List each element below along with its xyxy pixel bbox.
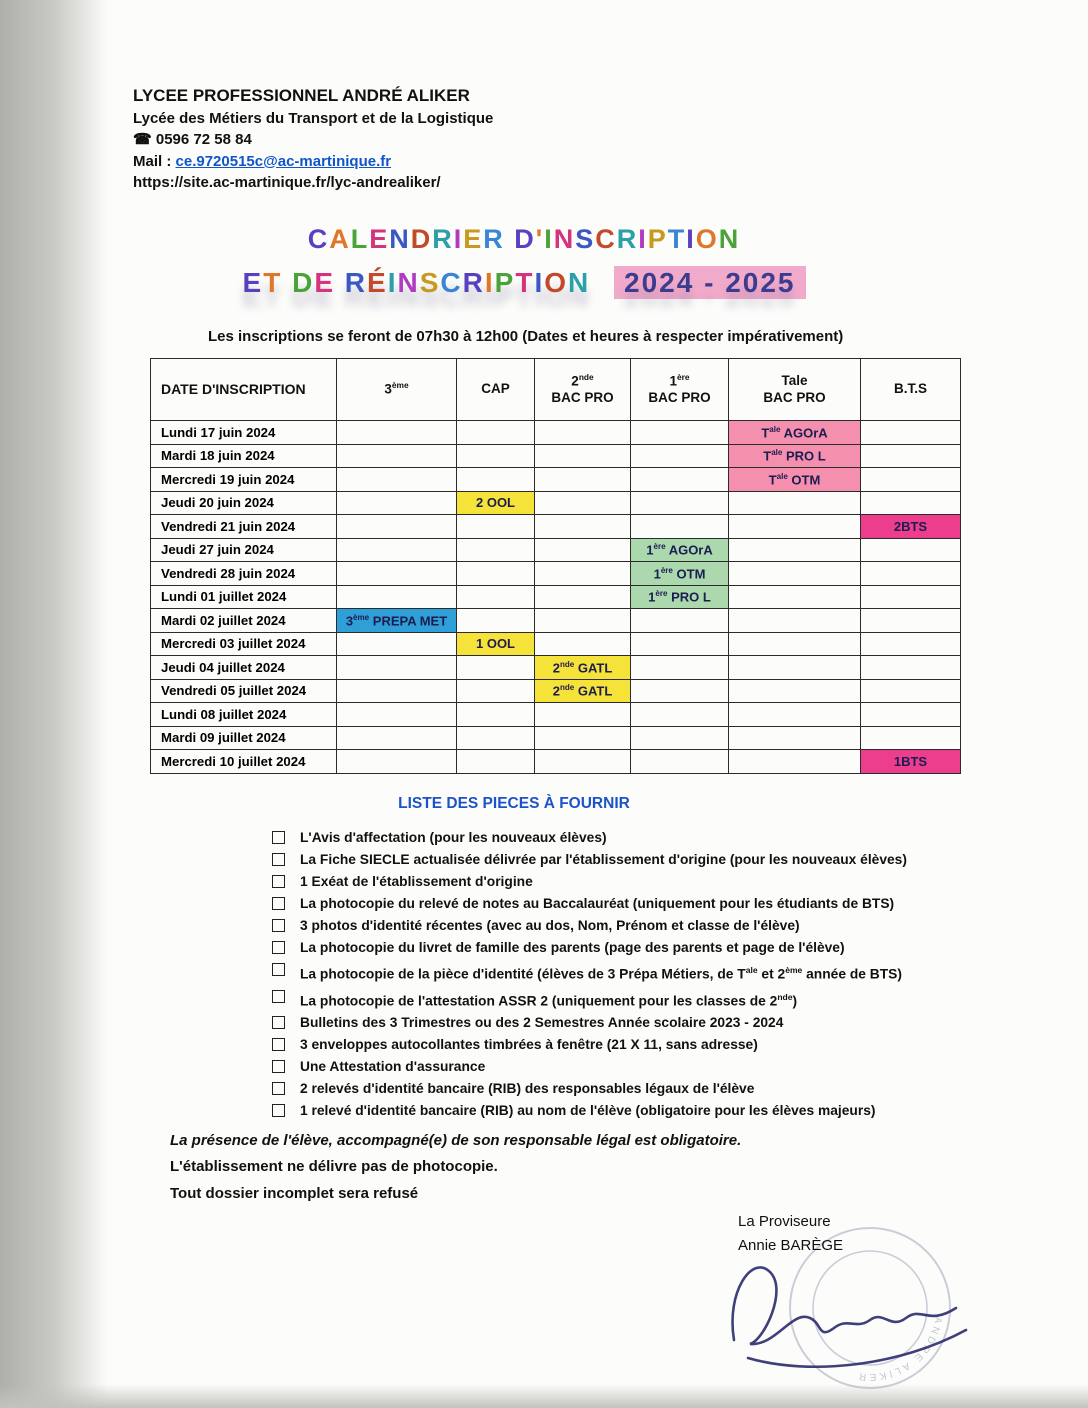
checklist-item (272, 895, 907, 913)
calendar-row (151, 703, 961, 727)
checklist-item (272, 1036, 907, 1054)
date-cell: Vendredi 21 juin 2024 (151, 515, 337, 539)
calendar-cell (457, 609, 535, 633)
column-header: Tale BAC PRO (729, 359, 861, 421)
calendar-row (151, 491, 961, 515)
calendar-cell (861, 703, 961, 727)
calendar-cell: 2BTS (861, 515, 961, 539)
calendar-cell (729, 491, 861, 515)
calendar-cell (535, 421, 631, 445)
checklist-item-text: La Fiche SIECLE actualisée délivrée par l'établissement d'origine (pour les nouveaux élèves) (300, 852, 907, 867)
document-title-line1: CALENDRIER D'INSCRIPTION (307, 224, 741, 254)
calendar-cell: 1BTS (861, 750, 961, 774)
calendar-cell (861, 491, 961, 515)
signature-scribble (733, 1267, 966, 1366)
calendar-cell (535, 468, 631, 492)
calendar-cell (861, 679, 961, 703)
calendar-cell (535, 632, 631, 656)
scan-edge-shadow (0, 0, 108, 1408)
checklist-item (272, 829, 907, 847)
calendar-cell: 2nde GATL (535, 656, 631, 680)
checkbox-icon (272, 990, 285, 1003)
calendar-row (151, 515, 961, 539)
calendar-cell (631, 468, 729, 492)
checklist-item-text: Bulletins des 3 Trimestres ou des 2 Semestres Année scolaire 2023 - 2024 (300, 1015, 784, 1031)
calendar-cell (729, 750, 861, 774)
phone-number: 0596 72 58 84 (155, 131, 252, 149)
calendar-cell (457, 444, 535, 468)
school-year-range: 2024 - 2025 (614, 266, 805, 299)
school-subtitle: Lycée des Métiers du Transport et de la Logistique (133, 110, 494, 128)
checkbox-icon (272, 831, 285, 844)
calendar-cell: 2 OOL (457, 491, 535, 515)
checklist-item (272, 988, 907, 1011)
calendar-cell (631, 491, 729, 515)
column-header: B.T.S (861, 359, 961, 421)
calendar-cell (631, 726, 729, 750)
school-header (133, 84, 493, 193)
checkbox-icon (272, 941, 285, 954)
website-url: https://site.ac-martinique.fr/lyc-andrealiker/ (133, 174, 441, 192)
date-cell: Jeudi 04 juillet 2024 (151, 656, 337, 680)
checklist-item (272, 939, 907, 957)
calendar-cell (861, 444, 961, 468)
signature-role: La Proviseure (738, 1213, 831, 1230)
checklist-item-text: 1 relevé d'identité bancaire (RIB) au nom de l'élève (obligatoire pour les élèves majeurs) (300, 1103, 876, 1119)
calendar-cell (861, 562, 961, 586)
checkbox-icon (272, 1082, 285, 1095)
calendar-cell (729, 726, 861, 750)
checklist-item (272, 851, 907, 869)
mail-label: Mail : (133, 152, 176, 170)
calendar-cell (337, 491, 457, 515)
date-cell: Mardi 09 juillet 2024 (151, 726, 337, 750)
checkbox-icon (272, 1060, 285, 1073)
calendar-cell: 1ère AGOrA (631, 538, 729, 562)
checkbox-icon (272, 1038, 285, 1051)
column-header: 2nde BAC PRO (535, 359, 631, 421)
calendar-cell (535, 538, 631, 562)
checklist-item-text: L'Avis d'affectation (pour les nouveaux élèves) (300, 830, 607, 845)
date-cell: Vendredi 28 juin 2024 (151, 562, 337, 586)
calendar-cell (631, 444, 729, 468)
calendar-cell (729, 562, 861, 586)
calendar-cell (535, 750, 631, 774)
calendar-cell (861, 538, 961, 562)
checklist-item (272, 917, 907, 935)
calendar-cell: $T^{ale}$ PRO L (729, 444, 861, 468)
calendar-cell (535, 585, 631, 609)
calendar-cell (457, 562, 535, 586)
calendar-cell: 3ème PREPA MET (337, 609, 457, 633)
phone-line (133, 129, 493, 150)
phone-icon: ☎ (133, 131, 152, 149)
checklist-item-text: La photocopie du livret de famille des parents (page des parents et page de l'élève) (300, 940, 845, 955)
mail-line (133, 151, 493, 172)
document-title (0, 224, 1048, 299)
checklist-item (272, 1058, 907, 1076)
email-link: ce.9720515c@ac-martinique.fr (175, 152, 392, 170)
column-header: DATE D'INSCRIPTION (151, 359, 337, 421)
calendar-cell (861, 421, 961, 445)
calendar-cell (535, 562, 631, 586)
calendar-cell (337, 444, 457, 468)
calendar-row (151, 538, 961, 562)
calendar-cell (631, 703, 729, 727)
date-cell: Lundi 01 juillet 2024 (151, 585, 337, 609)
checkbox-icon (272, 853, 285, 866)
calendar-cell (337, 515, 457, 539)
calendar-cell (631, 609, 729, 633)
date-cell: Mardi 18 juin 2024 (151, 444, 337, 468)
calendar-cell: $T^{ale}$ OTM (729, 468, 861, 492)
calendar-cell (457, 679, 535, 703)
date-cell: Mercredi 10 juillet 2024 (151, 750, 337, 774)
date-cell: Lundi 08 juillet 2024 (151, 703, 337, 727)
calendar-row (151, 632, 961, 656)
stamp-text: ANDRE ALIKER (855, 1315, 944, 1383)
calendar-cell: 1 OOL (457, 632, 535, 656)
calendar-cell (729, 632, 861, 656)
calendar-row (151, 585, 961, 609)
inscription-calendar-table (150, 358, 961, 774)
calendar-row (151, 726, 961, 750)
date-cell: Jeudi 20 juin 2024 (151, 491, 337, 515)
calendar-cell (337, 703, 457, 727)
calendar-cell (631, 632, 729, 656)
footer-notes (170, 1128, 741, 1207)
calendar-cell (457, 656, 535, 680)
checklist-item-text: 3 enveloppes autocollantes timbrées à fenêtre (21 X 11, sans adresse) (300, 1037, 758, 1053)
checklist-item-text: La photocopie de l'attestation ASSR 2 (uniquement pour les classes de 2nde) (300, 991, 798, 1009)
calendar-table-header (151, 359, 961, 421)
calendar-cell (457, 515, 535, 539)
column-header: CAP (457, 359, 535, 421)
note-dossier: Tout dossier incomplet sera refusé (170, 1184, 419, 1202)
calendar-cell (457, 421, 535, 445)
calendar-row (151, 468, 961, 492)
checklist-item-text: La photocopie du relevé de notes au Baccalauréat (uniquement pour les étudiants de BTS) (300, 896, 895, 911)
calendar-cell (337, 421, 457, 445)
document-title-line2 (0, 267, 1048, 299)
checkbox-icon (272, 1104, 285, 1117)
calendar-cell: $T^{ale}$ AGOrA (729, 421, 861, 445)
svg-text:ANDRE ALIKER (855, 1316, 943, 1382)
calendar-cell (337, 468, 457, 492)
calendar-cell (337, 679, 457, 703)
documents-heading: LISTE DES PIECES À FOURNIR (398, 795, 630, 812)
calendar-cell (631, 421, 729, 445)
calendar-cell (861, 632, 961, 656)
calendar-cell (457, 750, 535, 774)
date-cell: Lundi 17 juin 2024 (151, 421, 337, 445)
calendar-cell (729, 585, 861, 609)
checklist-item-text: 1 Exéat de l'établissement d'origine (300, 874, 533, 889)
note-presence: La présence de l'élève, accompagné(e) de son responsable légal est obligatoire. (170, 1132, 742, 1149)
calendar-cell (729, 679, 861, 703)
calendar-cell (631, 679, 729, 703)
date-cell: Mercredi 19 juin 2024 (151, 468, 337, 492)
calendar-row (151, 562, 961, 586)
calendar-cell (337, 726, 457, 750)
checkbox-icon (272, 897, 285, 910)
column-header: 1ère BAC PRO (631, 359, 729, 421)
calendar-cell (457, 538, 535, 562)
calendar-cell: 1ère PRO L (631, 585, 729, 609)
checklist-item (272, 961, 907, 984)
calendar-cell (337, 562, 457, 586)
checklist-item-text: 3 photos d'identité récentes (avec au dos, Nom, Prénom et classe de l'élève) (300, 918, 800, 933)
calendar-cell: 1ère OTM (631, 562, 729, 586)
calendar-cell (535, 491, 631, 515)
calendar-cell (535, 726, 631, 750)
documents-checklist (272, 829, 907, 1124)
calendar-row (151, 444, 961, 468)
column-header: 3ème (337, 359, 457, 421)
calendar-cell (457, 703, 535, 727)
checkbox-icon (272, 875, 285, 888)
calendar-table-body (151, 421, 961, 774)
calendar-row (151, 679, 961, 703)
note-photocopie: L'établissement ne délivre pas de photocopie. (170, 1158, 498, 1176)
calendar-cell (337, 585, 457, 609)
checkbox-icon (272, 963, 285, 976)
calendar-cell (337, 632, 457, 656)
checklist-item (272, 1102, 907, 1120)
calendar-cell (535, 444, 631, 468)
calendar-cell (535, 515, 631, 539)
checklist-item-text: La photocopie de la pièce d'identité (élèves de 3 Prépa Métiers, de $T^{ale}$ et 2ème année de BTS) (300, 965, 902, 982)
calendar-cell (457, 726, 535, 750)
calendar-cell: 2nde GATL (535, 679, 631, 703)
calendar-cell (861, 468, 961, 492)
checkbox-icon (272, 919, 285, 932)
school-name: LYCEE PROFESSIONNEL ANDRÉ ALIKER (133, 86, 470, 105)
calendar-cell (631, 750, 729, 774)
calendar-cell (337, 538, 457, 562)
checklist-item-text: 2 relevés d'identité bancaire (RIB) des responsables légaux de l'élève (300, 1081, 755, 1097)
document-title-line2-text: ET DE RÉINSCRIPTION (242, 267, 591, 298)
checkbox-icon (272, 1016, 285, 1029)
calendar-cell (729, 515, 861, 539)
date-cell: Jeudi 27 juin 2024 (151, 538, 337, 562)
calendar-row (151, 750, 961, 774)
checklist-item (272, 1080, 907, 1098)
calendar-cell (729, 656, 861, 680)
calendar-cell (861, 726, 961, 750)
calendar-cell (535, 609, 631, 633)
calendar-row (151, 656, 961, 680)
calendar-cell (729, 703, 861, 727)
checklist-item (272, 1014, 907, 1032)
calendar-cell (861, 609, 961, 633)
date-cell: Vendredi 05 juillet 2024 (151, 679, 337, 703)
calendar-cell (535, 703, 631, 727)
calendar-cell (337, 656, 457, 680)
date-cell: Mercredi 03 juillet 2024 (151, 632, 337, 656)
signature-name: Annie BARÈGE (738, 1237, 844, 1254)
checklist-item-text: Une Attestation d'assurance (300, 1059, 486, 1075)
calendar-cell (337, 750, 457, 774)
calendar-cell (861, 585, 961, 609)
schedule-note: Les inscriptions se feront de 07h30 à 12h00 (Dates et heures à respecter impérativement) (208, 328, 844, 345)
calendar-cell (729, 538, 861, 562)
calendar-row (151, 609, 961, 633)
calendar-cell (457, 468, 535, 492)
calendar-cell (861, 656, 961, 680)
calendar-cell (457, 585, 535, 609)
date-cell: Mardi 02 juillet 2024 (151, 609, 337, 633)
calendar-cell (729, 609, 861, 633)
checklist-item (272, 873, 907, 891)
calendar-cell (631, 656, 729, 680)
calendar-row (151, 421, 961, 445)
signature-block (738, 1210, 1018, 1258)
calendar-cell (631, 515, 729, 539)
